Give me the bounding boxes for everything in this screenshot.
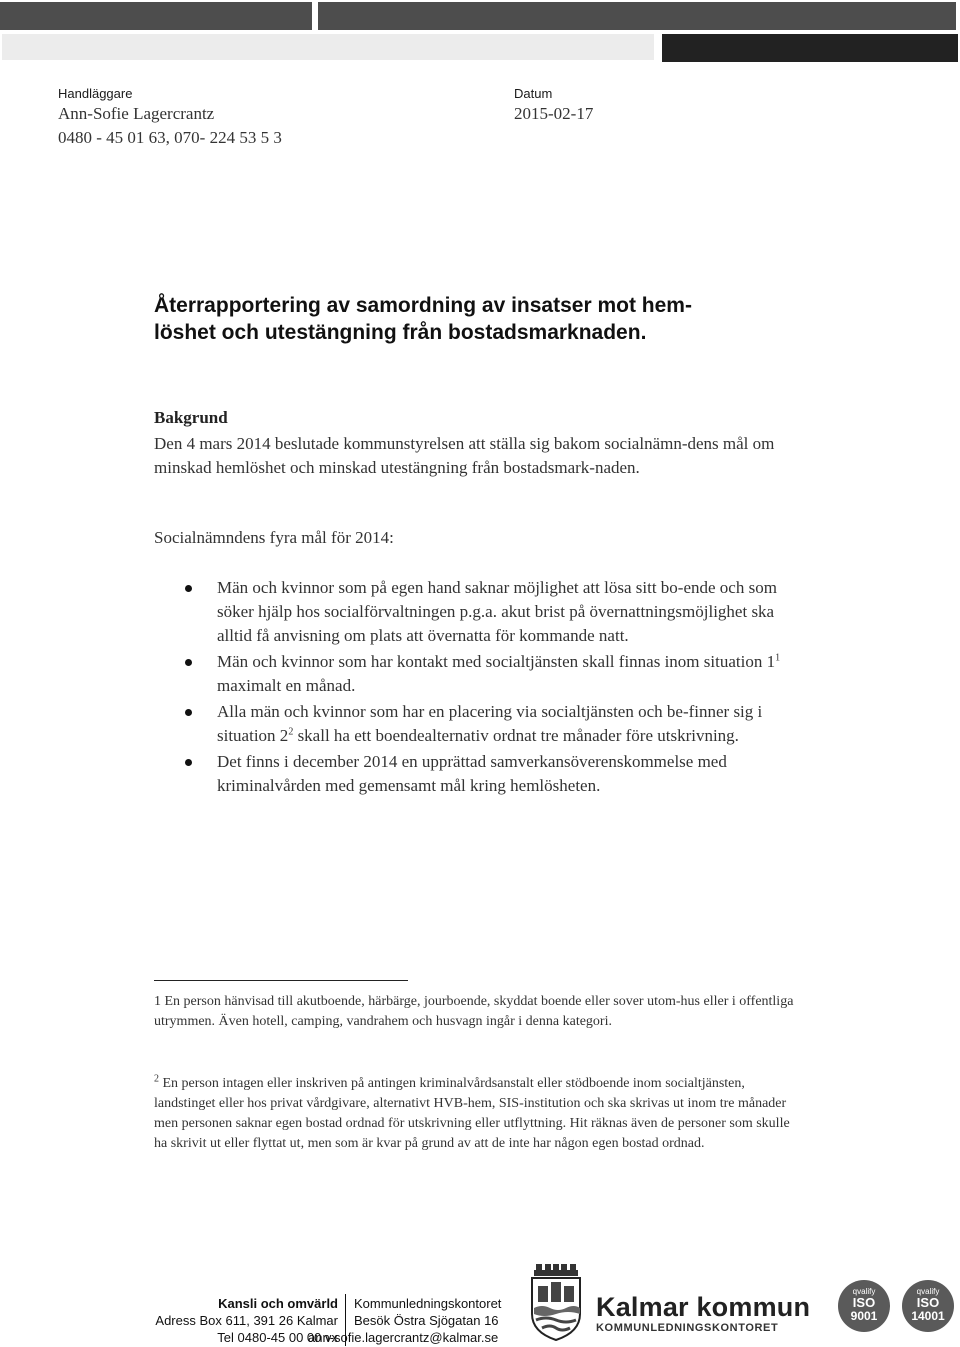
- goal-text: Det finns i december 2014 en upprättad samverkansöverenskommelse med kriminalvården med gemensamt mål kring hemlösheten.: [217, 752, 727, 795]
- logo-name: Kalmar kommun: [596, 1292, 811, 1322]
- bullet-icon: [185, 585, 192, 592]
- title-line-1: Återrapportering av samordning av insatser mot hem-: [154, 294, 692, 317]
- footnote-ref: 2: [288, 726, 294, 738]
- bullet-icon: [185, 659, 192, 666]
- logo-subtitle: KOMMUNLEDNINGSKONTORET: [596, 1322, 779, 1334]
- footer-visit: Besök Östra Sjögatan 16: [354, 1313, 499, 1328]
- footnote-ref: 1: [775, 652, 781, 664]
- cert-brand: qvalify: [852, 1287, 876, 1296]
- footer-office: Kommunledningskontoret: [354, 1296, 502, 1311]
- footnote-number: 1: [154, 994, 161, 1009]
- header-bar-left: [0, 2, 312, 30]
- footer-dept: Kansli och omvärld: [218, 1296, 338, 1311]
- goal-text: Män och kvinnor som på egen hand saknar möjlighet att lösa sitt bo-ende och som söker hjälp hos socialförvaltningen p.g.a. akut brist på övernattningsmöjlighet ska alltid få anvisning om plats att övernatta för kommande natt.: [217, 578, 777, 645]
- date-label: Datum: [514, 86, 553, 101]
- cert-standard: ISO: [916, 1295, 940, 1310]
- coat-of-arms-icon: [528, 1262, 584, 1342]
- header-bar-right: [318, 2, 956, 30]
- footer-phone: Tel 0480-45 00 00 vx: [217, 1330, 338, 1345]
- goal-text: Män och kvinnor som har kontakt med socialtjänsten skall finnas inom situation 1: [217, 652, 776, 671]
- title-line-2: löshet och utestängning från bostadsmarknaden.: [154, 321, 647, 344]
- cert-standard: ISO: [852, 1295, 876, 1310]
- header-bar-black: [662, 34, 958, 62]
- footer-address: Adress Box 611, 391 26 Kalmar: [155, 1313, 338, 1328]
- cert-number: 14001: [911, 1309, 945, 1323]
- footnote-1: [154, 992, 804, 1032]
- document-title: [154, 292, 804, 346]
- handler-label: Handläggare: [58, 86, 133, 101]
- goal-text-end: skall ha ett boendealternativ ordnat tre månader före utskrivning.: [293, 726, 739, 745]
- footnote-2: [154, 1074, 804, 1154]
- goals-intro: Socialnämndens fyra mål för 2014:: [154, 528, 394, 547]
- date-value: 2015-02-17: [514, 104, 594, 123]
- header-bar-light: [2, 34, 654, 60]
- goal-text-end: maximalt en månad.: [217, 676, 356, 695]
- list-item: [154, 576, 804, 648]
- footer-email: ann-sofie.lagercrantz@kalmar.se: [308, 1330, 499, 1345]
- handler-name: Ann-Sofie Lagercrantz: [58, 104, 215, 123]
- background-heading: Bakgrund: [154, 408, 228, 427]
- iso-9001-badge: [838, 1280, 890, 1332]
- kalmar-logo: [596, 1292, 810, 1334]
- footnote-divider: [154, 980, 408, 981]
- list-item: [154, 700, 804, 748]
- iso-14001-badge: [902, 1280, 954, 1332]
- footnote-text: En person hänvisad till akutboende, härbärge, jourboende, skyddat boende eller sover utom-hus eller i offentliga utrymmen. Även hotell, camping, vandrahem och husvagn ingår i denna kategori.: [154, 994, 794, 1029]
- goals-list: [154, 576, 804, 800]
- bullet-icon: [185, 759, 192, 766]
- background-text: Den 4 mars 2014 beslutade kommunstyrelsen att ställa sig bakom socialnämn-dens mål om minskad hemlöshet och minskad utestängning från bostadsmark-naden.: [154, 434, 775, 477]
- bullet-icon: [185, 709, 192, 716]
- footnote-text: En person intagen eller inskriven på antingen kriminalvårdsanstalt eller stödboende inom socialtjänsten, landstinget eller hos privat vårdgivare, alternativt HVB-hem, SIS-institution och ska skrivas ut inom tre månader men personen saknar egen bostad ordnad för utskrivning eller utflyttning. Hit räknas även de personer som skulle ha skrivit ut eller flyttat ut, men som är kvar på grund av att de inte har någon egen bostad ordnad.: [154, 1076, 790, 1151]
- cert-brand: qvalify: [916, 1287, 940, 1296]
- goal-text: Alla män och kvinnor som har en placering via socialtjänsten och be-finner sig i situation 2: [217, 702, 763, 745]
- handler-phone: 0480 - 45 01 63, 070- 224 53 5 3: [58, 128, 282, 147]
- footnote-number: 2: [154, 1073, 159, 1085]
- list-item: [154, 650, 804, 698]
- list-item: [154, 750, 804, 798]
- cert-number: 9001: [850, 1309, 878, 1323]
